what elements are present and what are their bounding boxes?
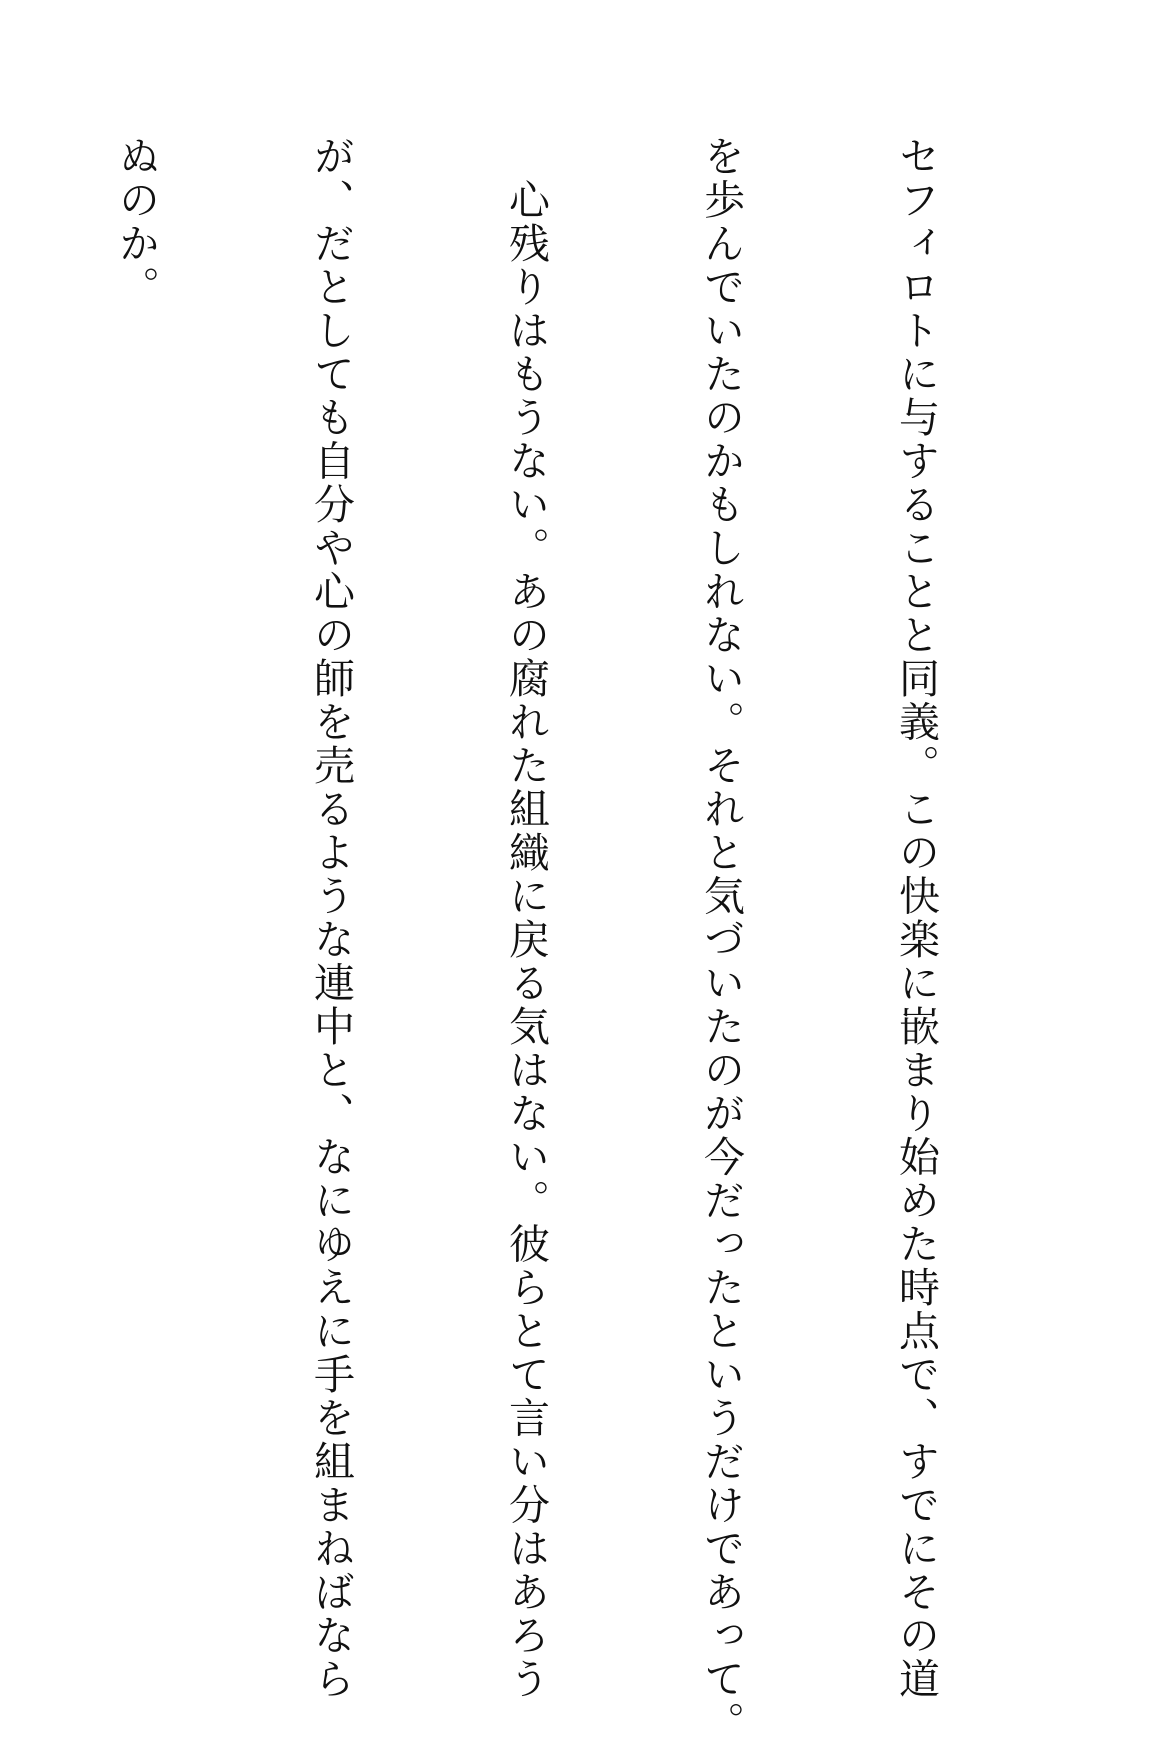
text-line: が、だとしても自分や心の師を売るような連中と、なにゆえに手を組まねばなら [307,135,355,1701]
text-line: を歩んでいたのかもしれない。それと気づいたのが今だったというだけであって。 [697,135,745,1745]
body-text [0,135,1078,1745]
text-line: セフィロトに与することと同義。この快楽に嵌まり始めた時点で、すでにその道 [892,135,940,1701]
text-line: ぬのか。 [112,135,160,309]
text-line: 心残りはもうない。あの腐れた組織に戻る気はない。彼らとて言い分はあろう [502,135,550,1701]
